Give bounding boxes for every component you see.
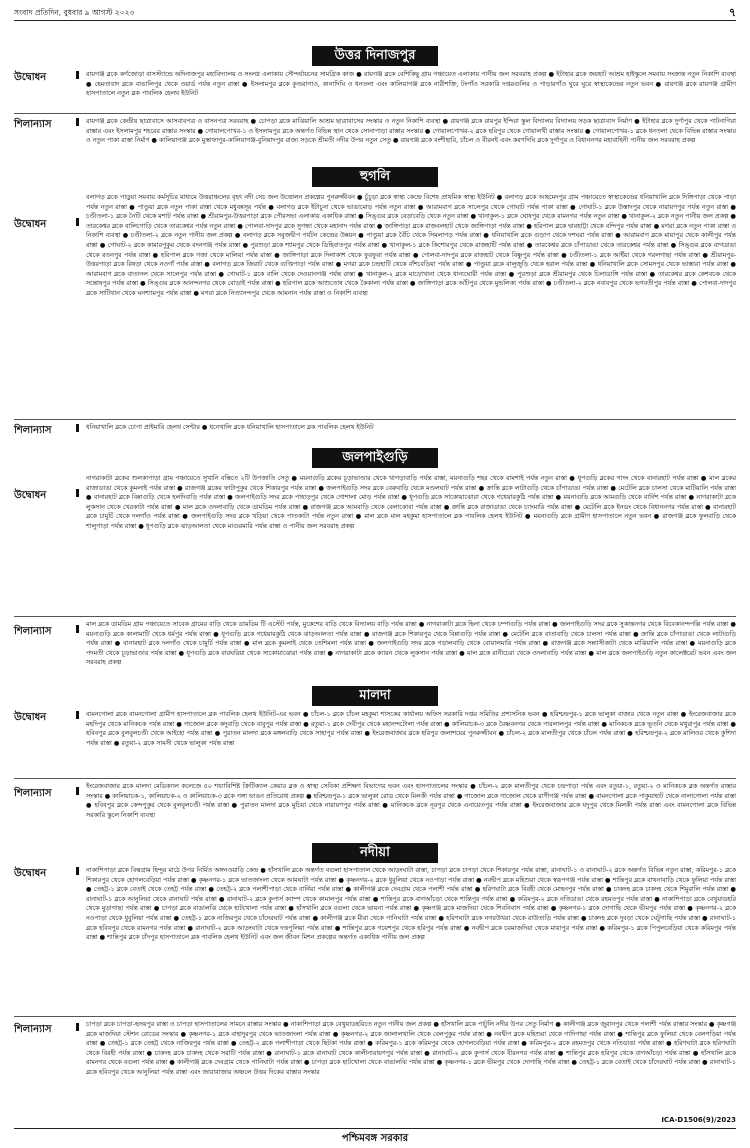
label-bar (76, 787, 79, 795)
inauguration-label: উদ্বোধন (14, 72, 47, 83)
malda-foundation-text: ইংরেজবাজার ব্লকে মালদা মেডিক্যাল কলেজে ৫০ শয্যাবিশিষ্ট ক্রিটিক্যাল কেয়ার ব্লক ও স্বাস্থ্য সেবিকা প্রশিক্ষণ বিভাগের ভবন এবং হাসপাতালের সংস্কার ● চাঁচল-২ ব্লকে মালতীপুর থেকে চন্দ্রপাড়া পর্যন্ত এবং রতুয়া-১, রতুয়া-২ ও মানিকচক ব্লক অন্তর্গত রাস্তার সংস্কার ● কালিয়াচক-১, কালিয়াচক-২ ও কালিয়াচক-৩ ব্লকে গঙ্গা ভাঙন প্রতিরোধ প্রকল্প ● হরিশ্চন্দ্রপুর-১ ব্লকে ভালুকা রোড থেকে মিলকী পর্যন্ত রাস্তা ● গাজোল ব্লকে গাজোল থেকে রাণীগঞ্জ পর্যন্ত রাস্তা ● বামনগোলা ব্লকে পাকুয়াহাট থেকে নালাগোলা পর্যন্ত রাস্তা ● হবিবপুর ব্লকে কেন্দপুকুর থেকে বুলবুলচণ্ডী পর্যন্ত রাস্তা ● পুরাতন মালদা ব্লকে মুচিয়া থেকে নারায়ণপুর পর্যন্ত রাস্তা ● মানিকচক ব্লকে নূরপুর থেকে এনায়েতপুর পর্যন্ত রাস্তা ● ইংরেজবাজার ব্লকে যদুপুর থেকে মিলকী পর্যন্ত রাস্তা এবং বামনগোলা ব্লকে বিভিন্ন সরকারি স্কুলে নিকাশি ব্যবস্থা (86, 783, 736, 819)
jalpaiguri-inauguration (14, 474, 736, 612)
nadia-foundation-text: চাপড়া ব্লকে চাপড়া-হৃদয়পুর রাস্তা ও চাপড়া হাসপাতালের সামনে রাস্তার সংস্কার ● নাকাশিপাড়া ব্লকে বেথুয়াডহরিতে নতুন পানীয় জল প্রকল্প ● হাঁসখালি ব্লকে পাটুলি নদীর উপর সেতু নির্মাণ ● কালীগঞ্জ ব্লকে জুরানপুর থেকে পলাশী পর্যন্ত রাস্তার সংস্কার ● কৃষ্ণগঞ্জ ব্লকে মাজদিয়া স্টেশন রোডের সংস্কার ● কৃষ্ণনগর-১ ব্লকে বাহাদুরপুর থেকে ভাতজাংলা পর্যন্ত রাস্তা ● কৃষ্ণনগর-২ ব্লকে জালালখালি থেকে বেলপুকুর পর্যন্ত রাস্তা ● নবদ্বীপ ব্লকে মহিশুরা থেকে গাদিগাছা পর্যন্ত রাস্তা ● শান্তিপুর ব্লকে ফুলিয়া থেকে বেলগড়িয়া পর্যন্ত রাস্তা ● তেহট্ট-১ ব্লকে তেহট্ট থেকে নাজিরপুর পর্যন্ত রাস্তা ● তেহট্ট-২ ব্লকে পলাশীপাড়া থেকে ছিটকা পর্যন্ত রাস্তা ● করিমপুর-১ ব্লকে করিমপুর থেকে হোগলবেড়িয়া পর্যন্ত রাস্তা ● করিমপুর-২ ব্লকে রহমতপুর থেকে নতিডাঙা পর্যন্ত রাস্তা ● হরিণঘাটা ব্লকে হরিণঘাটা থেকে বিরহী পর্যন্ত রাস্তা ● চাকদহ ব্লকে চাকদহ থেকে সরাটি পর্যন্ত রাস্তা ● রানাঘাট-১ ব্লকে রানাঘাট থেকে কালীনারায়ণপুর পর্যন্ত রাস্তা ● রানাঘাট-২ ব্লকে কুপার্স থেকে বীরনগর পর্যন্ত রাস্তা ● শান্তিপুর ব্লকে হরিপুর থেকে বাগআঁচড়া পর্যন্ত রাস্তা ● হাঁসখালি ব্লকে রামনগর থেকে বগুলা পর্যন্ত রাস্তা ● কালীগঞ্জ ব্লকে দেবগ্রাম থেকে পানিঘাটা পর্যন্ত রাস্তা ● চাপড়া ব্লকে হাটখোলা থেকে বাঙালঝি পর্যন্ত রাস্তা ● কৃষ্ণনগর-১ ব্লকে ভীমপুর থেকে দোগাছি পর্যন্ত রাস্তা ● তেহট্ট-১ ব্লকে বেতাই থেকে চাঁদেরঘাট পর্যন্ত রাস্তা ● রানাঘাট-১ ব্লকে হবিবপুর থেকে আনুলিয়া পর্যন্ত রাস্তা এবং জারাবাজার অঞ্চলে উত্তর দিকের রাস্তার সংস্কার (86, 1021, 736, 1076)
publisher-footer: পশ্চিমবঙ্গ সরকার (341, 1133, 409, 1144)
foundation-label: শিলান্যাস (14, 425, 52, 436)
malda-foundation (14, 782, 736, 840)
hooghly-foundation-text: ধনিয়াখালি ব্লকে চোপা প্রাইমারি হেলথ সেন্টার ● ধনেখালি ব্লকে ধনিয়াখালি হাসপাতালে ব্লক পাবলিক হেলথ ইউনিট (86, 424, 374, 431)
foundation-label: শিলান্যাস (14, 119, 52, 130)
top-rule (14, 20, 736, 21)
foundation-label: শিলান্যাস (14, 788, 52, 799)
section-title-malda: মালদা (312, 686, 438, 706)
label-bar (76, 867, 79, 875)
inauguration-label: উদ্বোধন (14, 219, 47, 230)
separator (14, 1016, 736, 1017)
nadia-foundation (14, 1020, 736, 1116)
jalpaiguri-foundation-text: মাল ব্লকে ডামডিম গ্রাম পঞ্চায়েতে সাবেক গ্রামের বাড়ি থেকে ডামডিম টি এস্টেট পর্যন্ত, মুকেশের বাড়ি থেকে বিদ্যালয় বাড়ি পর্যন্ত রাস্তা ● নাগরাকাটা ব্লকে হিলা থেকে চম্পাগুড়ি পর্যন্ত রাস্তা ● জলপাইগুড়ি সদর ব্লকে সুকান্তনগর থেকে বিবেকানন্দপল্লি পর্যন্ত রাস্তা ● ময়নাগুড়ি ব্লকে কালামাটি থেকে ধর্মপুর পর্যন্ত রাস্তা ● ধূপগুড়ি ব্লকে গধেয়ারকুঠি থেকে ঝাড়আলতা পর্যন্ত রাস্তা ● রাজগঞ্জ ব্লকে শিকারপুর থেকে বিন্নাগুড়ি পর্যন্ত রাস্তা ● মেটেলি ব্লকে বাতাবাড়ি থেকে চালসা পর্যন্ত রাস্তা ● ক্রান্তি ব্লকে চাঁপাডাঙা থেকে লাটাগুড়ি পর্যন্ত রাস্তা ● বানারহাট ব্লকে দলগাঁও থেকে চামুর্চি পর্যন্ত রাস্তা ● মাল ব্লকে কুমলাই থেকে তেশিমলা পর্যন্ত রাস্তা ● জলপাইগুড়ি সদর ব্লকে গড়ালবাড়ি থেকে বোয়ালমারি পর্যন্ত রাস্তা ● রাজগঞ্জ ব্লকে সন্ন্যাসীকাটা থেকে মাঝিয়ালি পর্যন্ত রাস্তা ● ময়নাগুড়ি ব্লকে পদমতী থেকে চূড়াভাণ্ডার পর্যন্ত রাস্তা ● ধূপগুড়ি ব্লকে বারঘরিয়া থেকে সাকোয়াঝোরা পর্যন্ত রাস্তা ● নাগরাকাটা ব্লকে ক্যারন থেকে লুকসান পর্যন্ত রাস্তা ● মাল ব্লকে রানীচেরা থেকে ওদলাবাড়ি পর্যন্ত রাস্তা ● মাল ব্লকে জলপাইগুড়ি নতুন কালেক্টরেট ভবন এবং জল সরবরাহ প্রকল্প (86, 621, 736, 667)
label-bar (76, 489, 79, 497)
newspaper-date: সংবাদ প্রতিদিন, বুধবার ৯ আগস্ট ২০২৩ (14, 8, 135, 17)
hooghly-inauguration (14, 193, 736, 415)
ad-code: ICA-D1506(9)/2023 (661, 1116, 736, 1124)
label-bar (76, 424, 79, 432)
label-bar (76, 1023, 79, 1031)
separator (14, 419, 736, 420)
malda-inauguration-text: বামনগোলা ব্লকে বামনগোলা গ্রামীণ হাসপাতালে ব্লক পাবলিক হেলথ ইউনিট-এর ভবন ● চাঁচল-১ ব্লকে চাঁচল মহকুমা শাসকের কার্যালয় অফিস সরকারি দপ্তর সমিতির প্রশাসনিক ভবন ● হরিশ্চন্দ্রপুর-১ ব্লকে ভালুকা বাজার থেকে নতুন রাস্তা ● ইংরেজবাজার ব্লকে মহদিপুর থেকে মানিকচক পর্যন্ত রাস্তা ● গাজোল ব্লকে কদুবাড়ি থেকে বাবুপুর পর্যন্ত রাস্তা ● রতুয়া-১ ব্লকে দেবীপুর থেকে মহানন্দটোলা পর্যন্ত রাস্তা ● কালিয়াচক-৩ ব্লকে বৈষ্ণবনগর থেকে পারলালপুর পর্যন্ত রাস্তা ● মানিকচক ব্লকে ভূতনি থেকে মথুরাপুর পর্যন্ত রাস্তা ● হবিবপুর ব্লকে বুলবুলচণ্ডী থেকে আইহো পর্যন্ত রাস্তা ● পুরাতন মালদা ব্লকে মঙ্গলবাড়ি থেকে সাহাপুর পর্যন্ত রাস্তা ● ইংরেজবাজার ব্লকে হরিপুর জলাশয়ের পুনরুজ্জীবন ● চাঁচল-২ ব্লকে মালতীপুর থেকে চাঁচল পর্যন্ত রাস্তা ● হরিশ্চন্দ্রপুর-২ ব্লকে মালিওর থেকে কুশিদা পর্যন্ত রাস্তা ● রতুয়া-২ ব্লকে সামসী থেকে ভালুকা পর্যন্ত রাস্তা (86, 711, 736, 747)
label-bar (76, 71, 79, 79)
label-bar (76, 625, 79, 633)
nadia-inauguration-text: নাকাশিপাড়া ব্লকে বিল্বগ্রাম হিন্দুর মাঠে উপর নির্মিত অঙ্গনওয়াড়ি কেন্দ্র ● হাঁসখালি ব্লকে অন্তর্গত বগুলা হাসপাতাল থেকে আড়ংঘাটা রাস্তা, চাপড়া ব্লকে চাপড়া থেকে শিকারপুর পর্যন্ত রাস্তা, রানাঘাট-১ ও রানাঘাট-২ ব্লকে অন্তর্গত বিভিন্ন নতুন রাস্তা, করিমপুর-১ ব্লকে শিকারপুর থেকে হোগলবেড়িয়া পর্যন্ত রাস্তা ● কৃষ্ণনগর-১ ব্লকে ভাতজাংলা থেকে আমঘাটা পর্যন্ত রাস্তা ● কৃষ্ণনগর-২ ব্লকে ধুবুলিয়া থেকে নওপাড়া পর্যন্ত রাস্তা ● নবদ্বীপ ব্লকে মহিশুরা থেকে স্বরূপগঞ্জ পর্যন্ত রাস্তা ● শান্তিপুর ব্লকে বাথনাবাড়ি থেকে ফুলিয়া পর্যন্ত রাস্তা ● তেহট্ট-১ ব্লকে বেতাই থেকে তেহট্ট পর্যন্ত রাস্তা ● তেহট্ট-২ ব্লকে পলাশীপাড়া থেকে বার্নিয়া পর্যন্ত রাস্তা ● কালীগঞ্জ ব্লকে দেবগ্রাম থেকে পলাশী পর্যন্ত রাস্তা ● হরিণঘাটা ব্লকে বিরহী থেকে মোহনপুর পর্যন্ত রাস্তা ● চাকদহ ব্লকে চাকদহ থেকে শিমুরালি পর্যন্ত রাস্তা ● রানাঘাট-১ ব্লকে আনুলিয়া থেকে রানাঘাট পর্যন্ত রাস্তা ● রানাঘাট-২ ব্লকে কুপার্স ক্যাম্প থেকে কামালপুর পর্যন্ত রাস্তা ● শান্তিপুর ব্লকে বাগআঁচড়া থেকে শান্তিপুর পর্যন্ত রাস্তা ● করিমপুর-২ ব্লকে নতিডাঙা থেকে রহমতপুর পর্যন্ত রাস্তা ● নাকাশিপাড়া ব্লকে বেথুয়াডহরি থেকে মুড়াগাছা পর্যন্ত রাস্তা ● চাপড়া ব্লকে বাঙালঝি থেকে হাটখোলা পর্যন্ত রাস্তা ● হাঁসখালি ব্লকে বগুলা থেকে ভায়না পর্যন্ত রাস্তা ● কৃষ্ণগঞ্জ ব্লকে মাজদিয়া থেকে শিবনিবাস পর্যন্ত রাস্তা ● কৃষ্ণনগর-১ ব্লকে দোগাছি থেকে ভীমপুর পর্যন্ত রাস্তা ● কৃষ্ণনগর-২ ব্লকে নওপাড়া থেকে ধুবুলিয়া পর্যন্ত রাস্তা ● তেহট্ট-১ ব্লকে নাজিরপুর থেকে চাঁদেরঘাট পর্যন্ত রাস্তা ● কালীগঞ্জ ব্লকে মীরা থেকে পানিঘাটা পর্যন্ত রাস্তা ● হরিণঘাটা ব্লকে নগরউখরা থেকে রাউতাড়ি পর্যন্ত রাস্তা ● চাকদহ ব্লকে দুবড়া থেকে ঘেটুগাছি পর্যন্ত রাস্তা ● রানাঘাট-১ ব্লকে হবিবপুর থেকে রামনগর পর্যন্ত রাস্তা ● রানাঘাট-২ ব্লকে আড়ংঘাটা থেকে দত্তপুলিয়া পর্যন্ত রাস্তা ● শান্তিপুর ব্লকে গয়েশপুর থেকে হরিপুর পর্যন্ত রাস্তা ● নবদ্বীপ ব্লকে চরমাজদিয়া থেকে মায়াপুর পর্যন্ত রাস্তা ● করিমপুর-১ ব্লকে পিপুলবেড়িয়া থেকে করিমপুর পর্যন্ত রাস্তা ● শান্তিপুর ব্লকে চাঁদপুর হাসপাতালে ব্লক পাবলিক হেলথ ইউনিট এবং জল জীবন মিশন প্রকল্পের অন্তর্গত একাধিক পানীয় জল প্রকল্প (86, 867, 736, 942)
label-bar (76, 118, 79, 126)
malda-inauguration (14, 710, 736, 776)
uttar-inauguration-text: রায়গঞ্জ ব্লকে কর্ণজোড়া বাসস্ট্যান্ডে অদিনাজপুর মহাবিদ্যালয় ও সংলগ্ন এলাকায় সৌন্দর্যায়নের সামগ্রিক কাজ ● রায়গঞ্জ ব্লকে বেশিকিছু গ্রাম পঞ্চায়েত এলাকায় পানীয় জল সরবরাহ প্রকল্প ● ইটাহার ব্লকে জয়হাট আশ্রম হাইস্কুলে সমবায় সংক্রান্ত নতুন নিকাশি ব্যবস্থা ● হেমতাবাদ ব্লকে বাঙালিপুর থেকে ওয়ার্ড পর্যন্ত নতুন রাস্তা ● ইসলামপুর ব্লকে কুণ্ডরাগাও, কানাদিঘি ও ধনতলা এবং কালিয়াগঞ্জ ব্লকে নারীশক্তি, টংগাঁও সরকারি দপ্তরগুলির ও পাড়ারগাঁও ঘুরে ঘুরে স্বাস্থ্যকেন্দ্রের নতুন ভবন ● রায়গঞ্জ ব্লকে রায়গঞ্জ গ্রামীণ হাসপাতালে নতুন ব্লক পাবলিক হেলথ ইউনিট (86, 71, 736, 98)
page-number: ৭ (728, 6, 736, 19)
separator (14, 778, 736, 779)
section-title-nadia: নদীয়া (312, 843, 438, 863)
bottom-rule (14, 1128, 736, 1129)
uttar-inauguration (14, 70, 736, 110)
foundation-label: শিলান্যাস (14, 626, 52, 637)
section-title-jalpaiguri: জলপাইগুড়ি (312, 448, 438, 468)
inauguration-label: উদ্বোধন (14, 868, 47, 879)
foundation-label: শিলান্যাস (14, 1024, 52, 1035)
inauguration-label: উদ্বোধন (14, 712, 47, 723)
section-title-hooghly: হুগলি (312, 167, 438, 187)
hooghly-foundation (14, 423, 736, 435)
separator (14, 113, 736, 114)
nadia-inauguration (14, 866, 736, 1014)
label-bar (76, 711, 79, 719)
uttar-foundation-text: রায়গঞ্জ ব্লকে কেন্দ্রীয় ছাত্রাবাসে আসবাবপত্র ও বাসনপত্র সরবরাহ ● চোপড়া ব্লকে মাঝিয়ালি আশ্রম ছাত্রাবাসের সংস্কার ও নতুন নিকাশি ব্যবস্থা ● রায়গঞ্জ ব্লকে রায়পুর ইন্দিরা স্কুল বিদ্যালয় বিদ্যালয় সড়ক ছাত্রাবাস নির্মাণ ● ইটাহার ব্লকে দুর্গাপুর থেকে পাটনাগিরা রাস্তার এবং ইসলামপুর শহরের রাস্তার সংস্কার ● গোয়ালপোখর-১ ও ইসলামপুর ব্লকে অন্তর্গত বিভিন্ন স্থান থেকে সোনাপাড়া রাস্তার সংস্কার ● গোয়ালপোখর-২ ব্লকে হরিপুর থেকে গোয়ালখী রাস্তার সংস্কার ● গোয়ালপোখর-১ ব্লকে ধনতলা থেকে বিভিন্ন রাস্তার সংস্কার ও নতুন পাকা রাস্তা নির্মাণ ● কালিয়াগঞ্জ ব্লকে মুস্তাফাপুর-কালিয়াগঞ্জ-বুনিয়াদপুর রাজ্য সড়কে শ্রীমতী নদীর উপর নতুন সেতু ● রায়গঞ্জ ব্লকে বংশীহারি, চাঁচল ও বীরনই এবং করণদিঘি ব্লকে দুর্গাপুর ও বিধাননগর মহাবাহিনী পানীয় জল সরবরাহ প্রকল্প (86, 118, 736, 145)
inauguration-label: উদ্বোধন (14, 490, 47, 501)
jalpaiguri-inauguration-text: নাগরাকাটা ব্লকের শুলকাপাড়া গ্রাম পঞ্চায়েতে সুখানি বস্তিতে ২টি উপজাতি সেতু ● ময়নাগুড়ি ব্লকের চূড়াভাণ্ডার থেকে খাগড়াবাড়ি পর্যন্ত রাস্তা, ময়নাগুড়ি শহর থেকে রামশাই পর্যন্ত নতুন রাস্তা ● ধূপগুড়ি ব্লকের গাদং থেকে বানারহাট পর্যন্ত রাস্তা ● মাল ব্লকের রাজাডাঙা থেকে কুমলাই পর্যন্ত রাস্তা ● রাজগঞ্জ ব্লকের ফাটাপুকুর থেকে শিকারপুর পর্যন্ত রাস্তা ● জলপাইগুড়ি সদর ব্লকে বেরুবাড়ি থেকে মণ্ডলঘাট পর্যন্ত রাস্তা ● ক্রান্তি ব্লকে লাটাগুড়ি থেকে চাঁপাডাঙা পর্যন্ত রাস্তা ● মেটেলি ব্লকে চালসা থেকে মাটিয়ালি পর্যন্ত রাস্তা ● বানারহাট ব্লকে বিন্নাগুড়ি থেকে হলদিবাড়ি পর্যন্ত রাস্তা ● জলপাইগুড়ি সদর ব্লকে পাহাড়পুর থেকে গোশালা মোড় পর্যন্ত রাস্তা ● ধূপগুড়ি ব্লকে সাকোয়াঝোরা থেকে গধেয়ারকুঠি পর্যন্ত রাস্তা ● ময়নাগুড়ি ব্লকে আমগুড়ি থেকে বার্নিশ পর্যন্ত রাস্তা ● নাগরাকাটা ব্লকে লুকসান থেকে খেরকাটা পর্যন্ত রাস্তা ● মাল ব্লকে ওদলাবাড়ি থেকে ডামডিম পর্যন্ত রাস্তা ● রাজগঞ্জ ব্লকে আমবাড়ি থেকে বেলাকোবা পর্যন্ত রাস্তা ● ক্রান্তি ব্লকে রাজাডাঙা থেকে চ্যাংমারি পর্যন্ত রাস্তা ● মেটেলি ব্লকে ইনডং থেকে বিধাননগর পর্যন্ত রাস্তা ● বানারহাট ব্লকে চামুর্চি থেকে দলগাঁও পর্যন্ত রাস্তা ● জলপাইগুড়ি সদর ব্লকে খড়িয়া থেকে পাতকাটা পর্যন্ত নতুন রাস্তা ● মাল ব্লকে মাল মহকুমা হাসপাতালে ব্লক পাবলিক হেলথ ইউনিট ● ময়নাগুড়ি ব্লকে গ্রামীণ হাসপাতালে নতুন ভবন ● রাজগঞ্জ ব্লকে ফুলবাড়ি থেকে শালুগাড়া পর্যন্ত রাস্তা ● ধূপগুড়ি ব্লকে ঝাড়আলতা থেকে মাগুরমারি পর্যন্ত রাস্তা ও পানীয় জল সরবরাহ প্রকল্প (86, 475, 736, 530)
top-bar (14, 6, 736, 20)
label-bar (76, 218, 79, 226)
uttar-foundation (14, 117, 736, 165)
separator (14, 616, 736, 617)
hooghly-inauguration-text: বলাগড় ব্লকে পাড়ুয়া সমবায় কর্মসূচির মাধ্যমে উত্তরাঞ্চলের বৃহৎ নদী সেচ জল উত্তোলন প্রকল্পের পুনরুজ্জীবন ● চুঁচুড়া ব্লকে স্বাস্থ্য কেন্দ্রে বিশেষ প্রাথমিক স্বাস্থ্য ইউনিট ● বলাগড় ব্লকে আহমেদপুর গ্রাম পঞ্চায়েতে স্বাস্থ্যকেন্দ্রের ধনিয়াখালি ব্লকে দিঙ্গিপাড়া থেকে পাড়া পর্যন্ত নতুন রাস্তা ● পাণ্ডুয়া ব্লকে নতুন পাকা রাস্তা থেকে মধুবন্নসূর পর্যন্ত ● বলাগড় ব্লকে ইটাচুনা থেকে ভাঙামোড় পর্যন্ত নতুন রাস্তা ● আরামবাগ ব্লকে সালেপুর থেকে গোঘাট পর্যন্ত পাকা রাস্তা ● গোঘাট-১ ব্লকে উস্তাদপুর থেকে নারায়ণপুর পর্যন্ত নতুন রাস্তা ● চণ্ডীতলা-১ ব্লকে নৈটি থেকে মশাট পর্যন্ত রাস্তা ● শ্রীরামপুর-উত্তরপাড়া ব্লকে পৌরসভা এলাকায় একাধিক রাস্তা ● সিঙ্গুর ব্লকে বেড়াবেড়ি থেকে নতুন রাস্তা ● খানাকুল-১ ব্লকে ঘোষপুর থেকে রামনগর পর্যন্ত নতুন রাস্তা ● খানাকুল-২ ব্লকে নতুন পানীয় জল প্রকল্প ● তারকেশ্বর ব্লকে বালিগোড়ি থেকে তারকেশ্বর পর্যন্ত নতুন রাস্তা ● পোলবা-দাদপুর ব্লকে সুগন্ধা থেকে মহানাদ পর্যন্ত রাস্তা ● জাঙ্গিপাড়া ব্লকে রাজবলহাট থেকে জাঙ্গিপাড়া পর্যন্ত রাস্তা ● হরিপাল ব্লকে দ্বারহাট্টা থেকে বন্দিপুর পর্যন্ত রাস্তা ● মগরা ব্লকে নতুন পাকা রাস্তা ও নিকাশি ব্যবস্থা ● চণ্ডীতলা-২ ব্লকে নতুন পানীয় জল প্রকল্প ● বলাগড় ব্লকে সবুজদ্বীপ পর্যটন কেন্দ্রের উন্নয়ন ● পাণ্ডুয়া ব্লকে বৈঁচি থেকে সিমলাগড় পর্যন্ত রাস্তা ● ধনিয়াখালি ব্লকে গুড়াপ থেকে দশঘরা পর্যন্ত রাস্তা ● আরামবাগ ব্লকে মায়াপুর থেকে কালীপুর পর্যন্ত রাস্তা ● গোঘাট-২ ব্লকে কামারপুকুর থেকে বদনগঞ্জ পর্যন্ত রাস্তা ● পুরশুড়া ব্লকে শ্যামপুর থেকে ডিহিবাতপুর পর্যন্ত রাস্তা ● খানাকুল-১ ব্লকে কিশোরপুর থেকে রাজহাটি পর্যন্ত রাস্তা ● তারকেশ্বর ব্লকে চাঁপাডাঙা থেকে তারকেশ্বর পর্যন্ত রাস্তা ● সিঙ্গুর ব্লকে বাগডাঙা থেকে রতনপুর পর্যন্ত রাস্তা ● হরিপাল ব্লকে গজা থেকে মালিয়া পর্যন্ত রাস্তা ● জাঙ্গিপাড়া ব্লকে দিলাকাশ থেকে ফুরফুরা পর্যন্ত রাস্তা ● পোলবা-দাদপুর ব্লকে রাজহাট থেকে বিষ্ণুপুর পর্যন্ত রাস্তা ● চণ্ডীতলা-১ ব্লকে আইঁয়া থেকে গরলগাছা পর্যন্ত রাস্তা ● শ্রীরামপুর-উত্তরপাড়া ব্লকে রিষড়া থেকে নওগাঁ পর্যন্ত রাস্তা ● বলাগড় ব্লকে জিরাট থেকে গুপ্তিপাড়া পর্যন্ত রাস্তা ● মগরা ব্লকে চন্দ্রহাটি থেকে বাঁশবেড়িয়া পর্যন্ত রাস্তা ● পাণ্ডুয়া ব্লকে বালুজুড়ি থেকে হরাল পর্যন্ত রাস্তা ● ধনিয়াখালি ব্লকে সোমসপুর থেকে ভাস্তারা পর্যন্ত রাস্তা ● আরামবাগ ব্লকে বাতানল থেকে সালেপুর পর্যন্ত রাস্তা ● গোঘাট-১ ব্লকে বালি থেকে দেওয়ানগঞ্জ পর্যন্ত রাস্তা ● খানাকুল-২ ব্লকে মাড়োখানা থেকে ধান্যঘোরী পর্যন্ত রাস্তা ● পুরশুড়া ব্লকে শ্রীরামপুর থেকে চিলাডাঙ্গি পর্যন্ত রাস্তা ● তারকেশ্বর ব্লকে কেশবচক থেকে সন্তোষপুর পর্যন্ত রাস্তা ● সিঙ্গুর ব্লকে আনন্দনগর থেকে বোড়াই পর্যন্ত রাস্তা ● হরিপাল ব্লকে আশুতোষ থেকে কৈকালা পর্যন্ত রাস্তা ● জাঙ্গিপাড়া ব্লকে আঁটপুর থেকে মুন্ডলিকা পর্যন্ত রাস্তা ● চণ্ডীতলা-২ ব্লকে নবাবপুর থেকে ভগবতীপুর পর্যন্ত রাস্তা ● পোলবা-দাদপুর ব্লকে সাটিথান থেকে ঘনশ্যামপুর পর্যন্ত রাস্তা ● মগরা ব্লকে নিত্যানন্দপুর থেকে আমনান পর্যন্ত রাস্তা ও নিকাশি ব্যবস্থা (86, 194, 736, 297)
section-title-uttar-dinajpur: উত্তর দিনাজপুর (312, 46, 438, 66)
